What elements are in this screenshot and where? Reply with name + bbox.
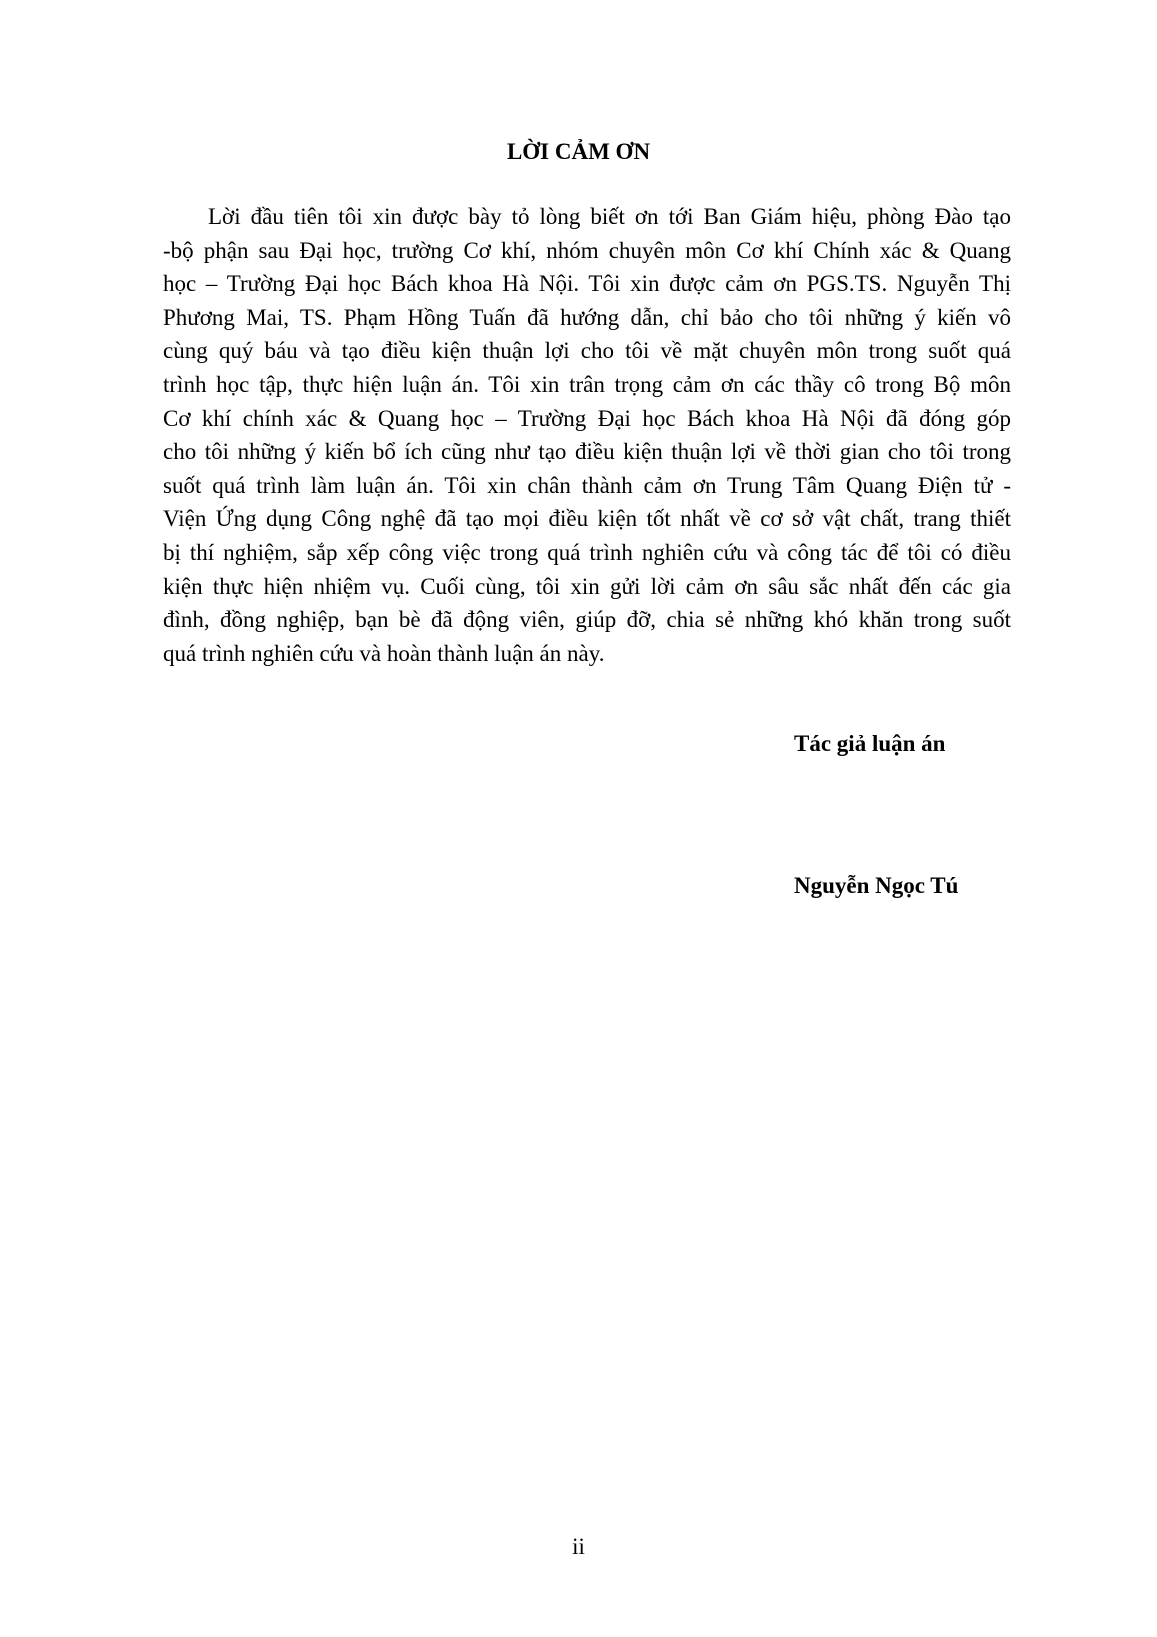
paragraph-line: Cơ khí chính xác & Quang học – Trường Đại học Bách khoa Hà Nội đã đóng góp (163, 405, 1011, 431)
paragraph-line: cho tôi những ý kiến bổ ích cũng như tạo điều kiện thuận lợi về thời gian cho tôi trong (163, 439, 1011, 465)
paragraph-line: -bộ phận sau Đại học, trường Cơ khí, nhóm chuyên môn Cơ khí Chính xác & Quang (163, 237, 1011, 263)
paragraph-line: đình, đồng nghiệp, bạn bè đã động viên, giúp đỡ, chia sẻ những khó khăn trong suốt (163, 607, 1011, 633)
paragraph-line: kiện thực hiện nhiệm vụ. Cuối cùng, tôi xin gửi lời cảm ơn sâu sắc nhất đến các gia (163, 573, 1011, 599)
paragraph-line: Viện Ứng dụng Công nghệ đã tạo mọi điều kiện tốt nhất về cơ sở vật chất, trang thiết (163, 506, 1011, 532)
signature-name: Nguyễn Ngọc Tú (794, 873, 959, 898)
paragraph-line: học – Trường Đại học Bách khoa Hà Nội. Tôi xin được cảm ơn PGS.TS. Nguyễn Thị (163, 271, 1011, 297)
acknowledgement-paragraph (163, 200, 1011, 670)
paragraph-line: cùng quý báu và tạo điều kiện thuận lợi cho tôi về mặt chuyên môn trong suốt quá (163, 338, 1011, 364)
paragraph-line: Phương Mai, TS. Phạm Hồng Tuấn đã hướng dẫn, chỉ bảo cho tôi những ý kiến vô (163, 304, 1011, 330)
page-number: ii (572, 1534, 585, 1559)
page-title: LỜI CẢM ƠN (506, 139, 651, 164)
paragraph-line: suốt quá trình làm luận án. Tôi xin chân thành cảm ơn Trung Tâm Quang Điện tử - (163, 472, 1011, 498)
paragraph-line: trình học tập, thực hiện luận án. Tôi xin trân trọng cảm ơn các thầy cô trong Bộ môn (163, 371, 1011, 397)
paragraph-line: bị thí nghiệm, sắp xếp công việc trong quá trình nghiên cứu và công tác để tôi có điều (163, 539, 1011, 565)
signature-role: Tác giả luận án (794, 731, 946, 756)
paragraph-line: Lời đầu tiên tôi xin được bày tỏ lòng biết ơn tới Ban Giám hiệu, phòng Đào tạo (208, 204, 1011, 229)
paragraph-line: quá trình nghiên cứu và hoàn thành luận án này. (163, 640, 605, 666)
